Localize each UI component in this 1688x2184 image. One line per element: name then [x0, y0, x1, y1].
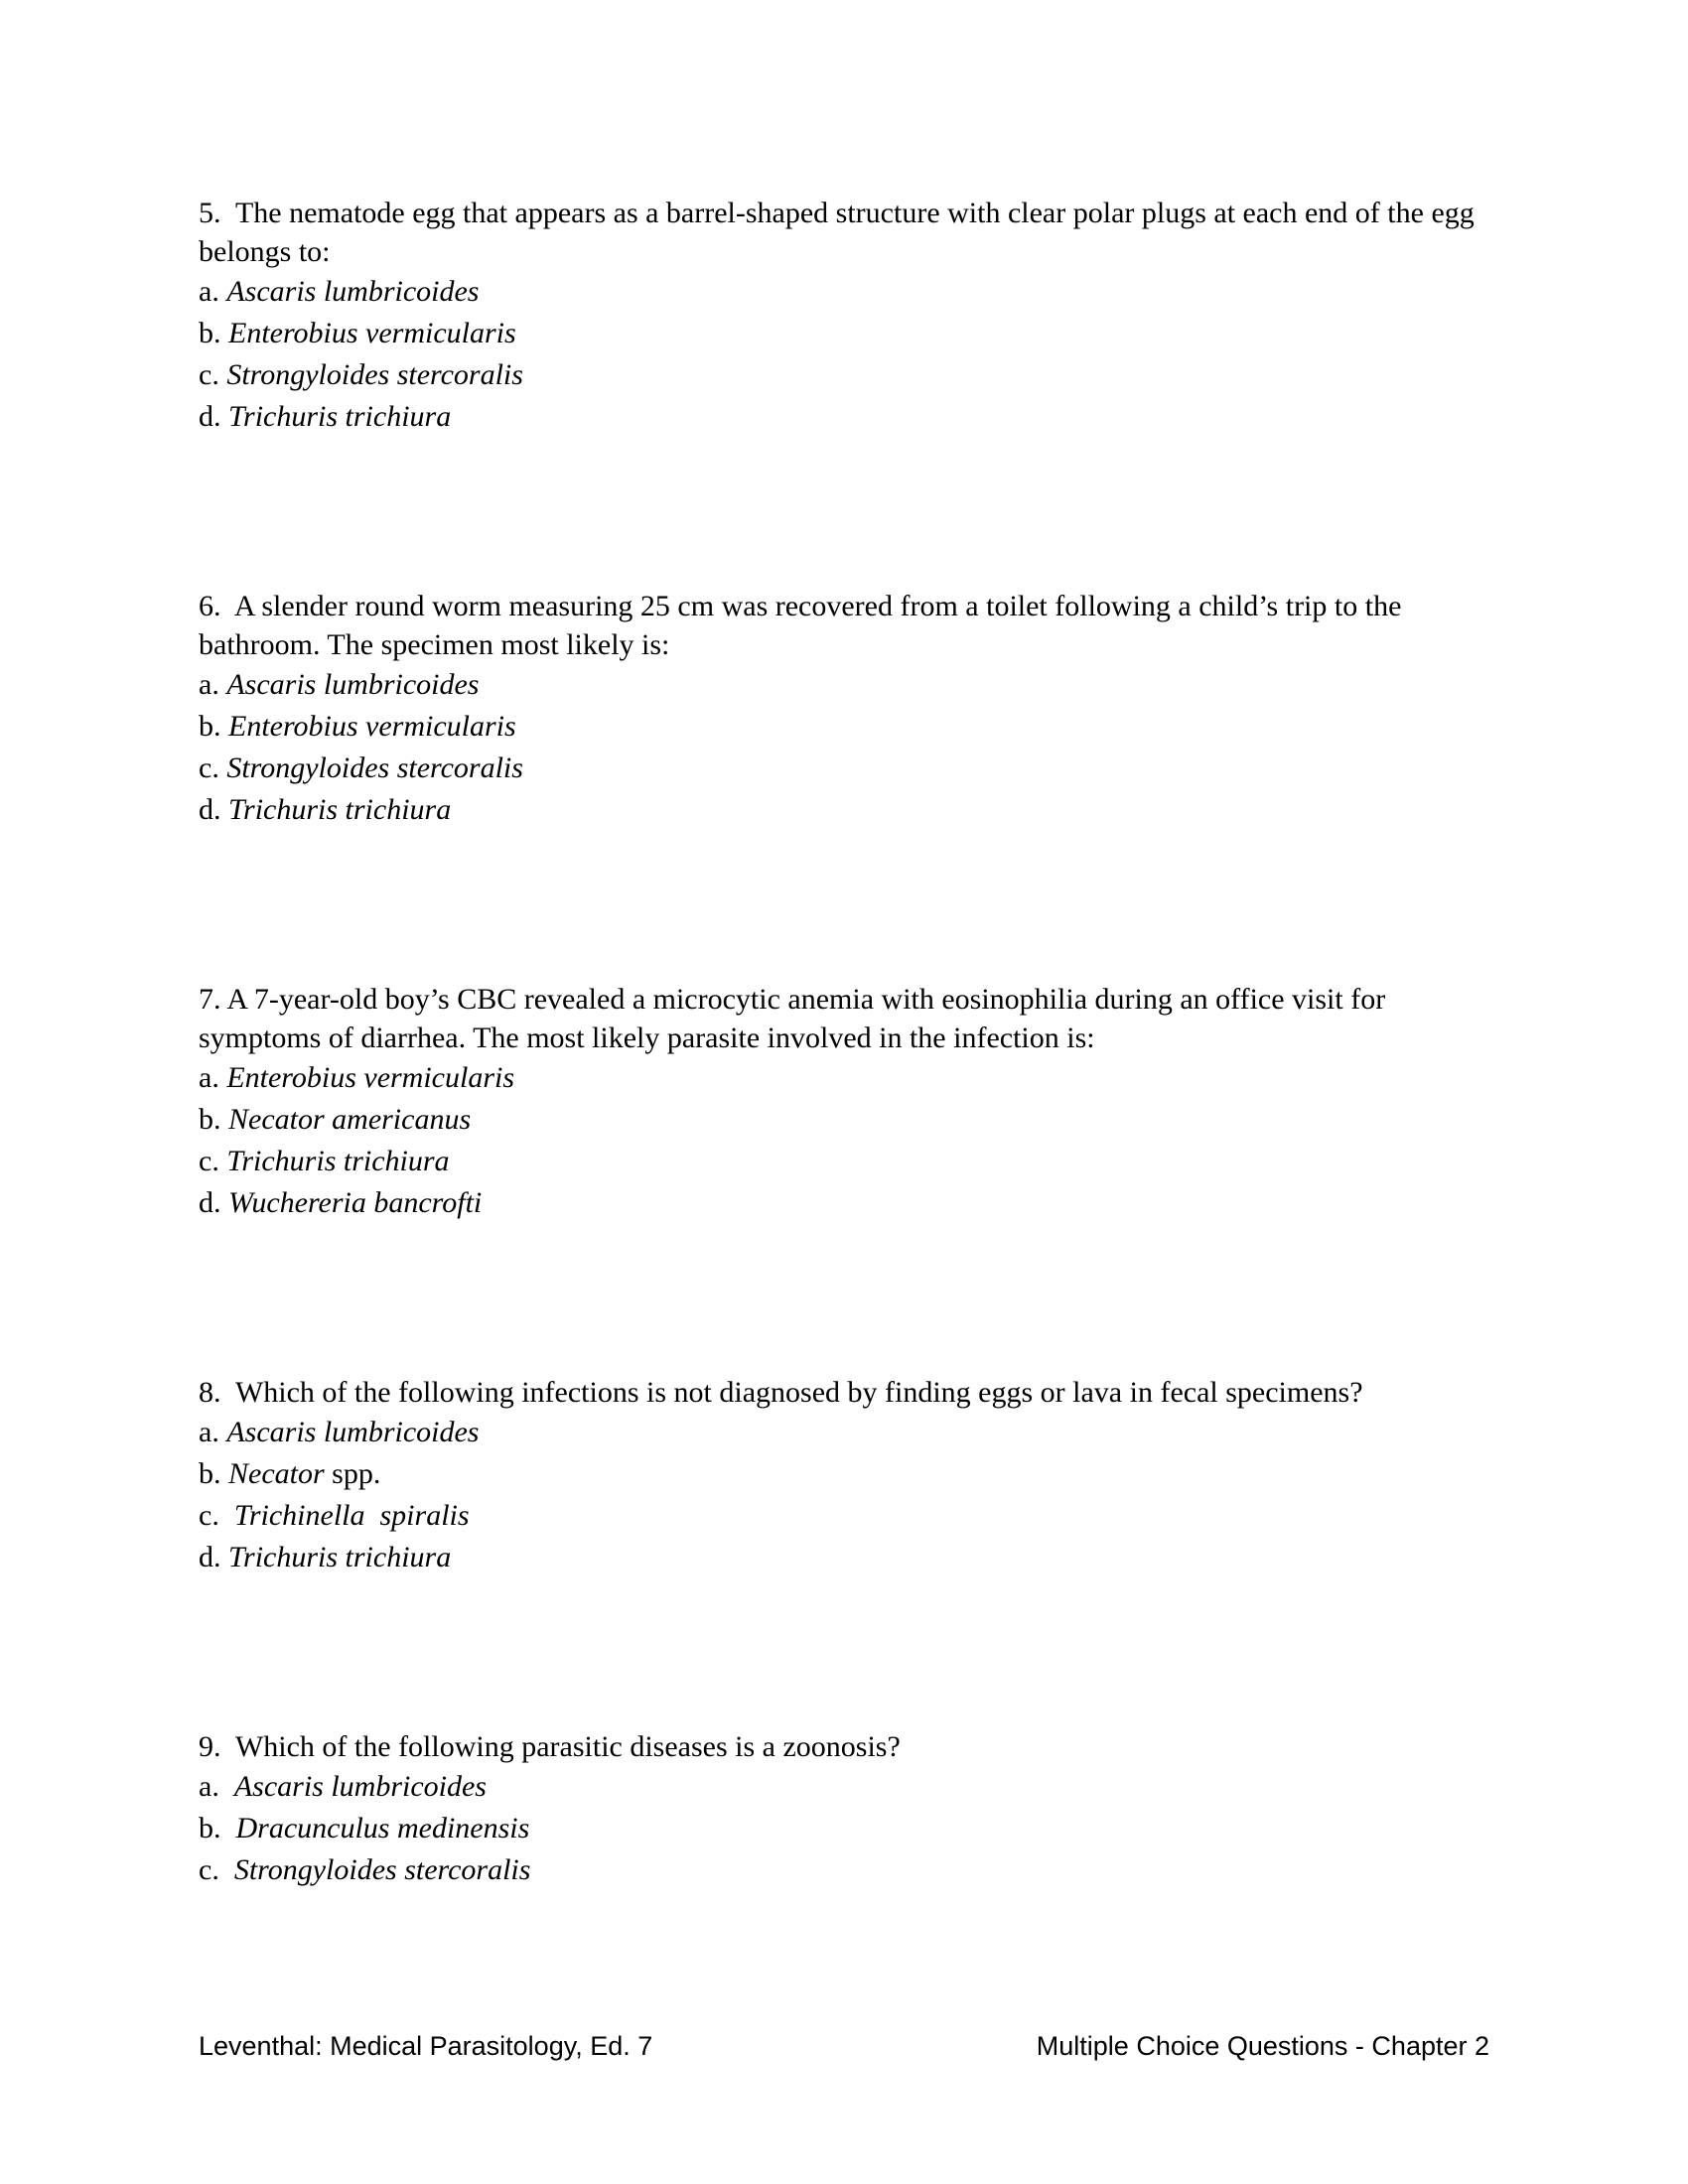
species-name: Ascaris lumbricoides: [233, 1770, 487, 1803]
species-name: Trichuris trichiura: [228, 793, 452, 826]
species-name: Trichuris trichiura: [228, 400, 452, 433]
species-name: Ascaris lumbricoides: [226, 668, 480, 701]
question-text: 6. A slender round worm measuring 25 cm was recovered from a toilet following a child’s trip to the bathroom. The specimen most likely is:: [199, 590, 1409, 661]
answer-option: [199, 664, 1489, 706]
answer-option: [199, 1808, 1489, 1849]
species-name: Strongyloides stercoralis: [226, 751, 523, 784]
species-name: Ascaris lumbricoides: [226, 1416, 480, 1448]
option-label: d.: [199, 400, 228, 433]
species-name: Wuchereria bancrofti: [228, 1186, 483, 1219]
answer-option: [199, 396, 1489, 438]
species-name: Strongyloides stercoralis: [226, 358, 523, 391]
answer-option: [199, 1453, 1489, 1495]
option-label: c.: [199, 751, 227, 784]
answer-option: [199, 1495, 1489, 1537]
species-name: Enterobius vermicularis: [228, 710, 516, 743]
option-label: b.: [199, 1457, 228, 1490]
option-suffix: spp.: [324, 1457, 381, 1490]
option-label: c.: [199, 358, 227, 391]
option-label: a.: [199, 1416, 227, 1448]
answer-option: [199, 1412, 1489, 1453]
question-block-7: [199, 980, 1489, 1224]
option-label: d.: [199, 1541, 228, 1573]
question-block-9: [199, 1727, 1489, 1891]
species-name: Necator americanus: [228, 1103, 472, 1136]
species-name: Ascaris lumbricoides: [226, 275, 480, 308]
species-name: Necator: [228, 1457, 325, 1490]
option-label: b.: [199, 1812, 236, 1844]
answer-option: [199, 1182, 1489, 1224]
species-name: Enterobius vermicularis: [226, 1061, 515, 1094]
species-name: Trichinella spiralis: [233, 1499, 470, 1532]
footer-chapter-label: Multiple Choice Questions - Chapter 2: [1036, 2031, 1489, 2061]
question-text: 8. Which of the following infections is not diagnosed by finding eggs or lava in fecal specimens?: [199, 1376, 1363, 1409]
document-page: [199, 194, 1489, 2040]
answer-option: [199, 1057, 1489, 1099]
species-name: Trichuris trichiura: [226, 1145, 450, 1177]
question-text: 9. Which of the following parasitic diseases is a zoonosis?: [199, 1730, 901, 1763]
option-label: a.: [199, 1770, 234, 1803]
question-text: 7. A 7-year-old boy’s CBC revealed a microcytic anemia with eosinophilia during an office visit for symptoms of diarrhea. The most likely parasite involved in the infection is:: [199, 983, 1393, 1054]
question-block-6: [199, 587, 1489, 831]
option-label: a.: [199, 1061, 227, 1094]
option-label: a.: [199, 668, 227, 701]
answer-option: [199, 313, 1489, 354]
answer-option: [199, 1141, 1489, 1182]
page-footer: [199, 2030, 1489, 2062]
option-label: c.: [199, 1499, 234, 1532]
answer-option: [199, 1099, 1489, 1141]
answer-option: [199, 354, 1489, 396]
option-label: b.: [199, 710, 228, 743]
answer-option: [199, 1766, 1489, 1808]
option-label: c.: [199, 1145, 227, 1177]
question-block-5: [199, 194, 1489, 438]
footer-book-title: Leventhal: Medical Parasitology, Ed. 7: [199, 2031, 653, 2061]
option-label: d.: [199, 1186, 228, 1219]
option-label: b.: [199, 317, 228, 349]
answer-option: [199, 706, 1489, 748]
answer-option: [199, 1849, 1489, 1891]
answer-option: [199, 748, 1489, 789]
question-text: 5. The nematode egg that appears as a barrel-shaped structure with clear polar plugs at each end of the egg belongs to:: [199, 197, 1482, 268]
answer-option: [199, 271, 1489, 313]
option-label: a.: [199, 275, 227, 308]
option-label: d.: [199, 793, 228, 826]
species-name: Enterobius vermicularis: [228, 317, 516, 349]
species-name: Dracunculus medinensis: [235, 1812, 530, 1844]
species-name: Trichuris trichiura: [228, 1541, 452, 1573]
question-block-8: [199, 1373, 1489, 1578]
species-name: Strongyloides stercoralis: [233, 1853, 531, 1886]
option-label: c.: [199, 1853, 234, 1886]
answer-option: [199, 1537, 1489, 1578]
option-label: b.: [199, 1103, 228, 1136]
answer-option: [199, 789, 1489, 831]
